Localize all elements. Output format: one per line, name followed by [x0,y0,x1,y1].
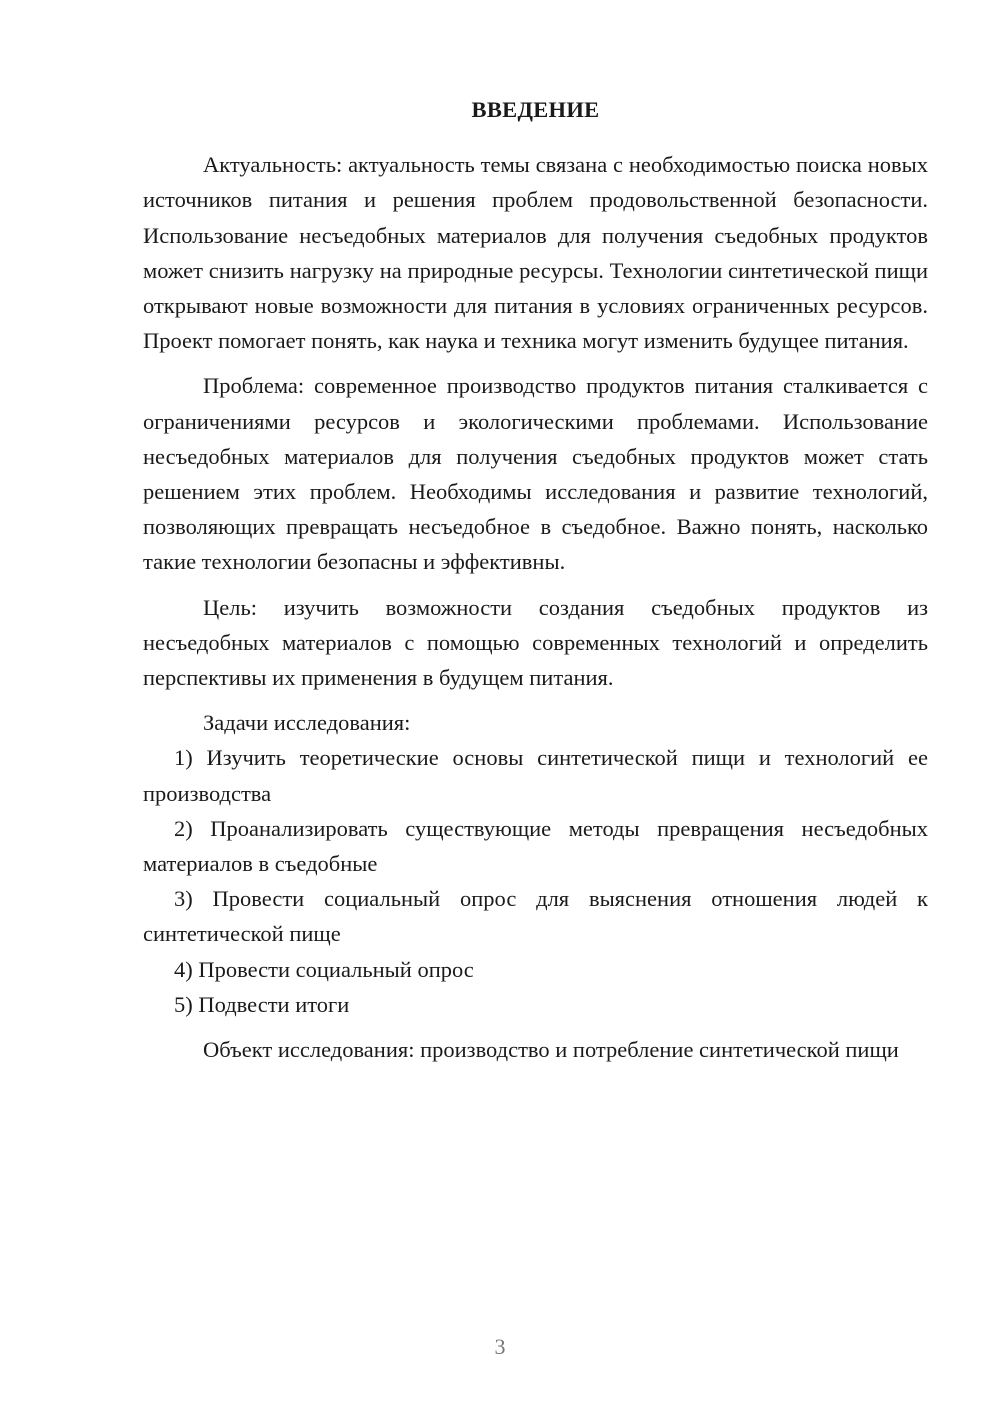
task-item-1: 1) Изучить теоретические основы синтетической пищи и технологий ее производства [143,745,928,806]
paragraph-goal: Цель: изучить возможности создания съедобных продуктов из несъедобных материалов с помощью современных технологий и определить перспективы их применения в будущем питания. [143,594,928,691]
task-item-3: 3) Провести социальный опрос для выяснения отношения людей к синтетической пище [143,886,928,947]
page-number: 3 [494,1334,506,1359]
task-item-5: 5) Подвести итоги [174,991,350,1017]
paragraph-problem: Проблема: современное производство продуктов питания сталкивается с ограничениями ресурсов и экологическими проблемами. Использование несъедобных материалов для получения съедобных продуктов может стать решением этих проблем. Необходимы исследования и развитие технологий, позволяющих превращать несъедобное в съедобное. Важно понять, насколько такие технологии безопасны и эффективны. [143,373,928,575]
document-page [143,92,928,1067]
section-heading: ВВЕДЕНИЕ [471,97,600,122]
task-item-4: 4) Провести социальный опрос [174,956,474,982]
tasks-title: Задачи исследования: [203,710,411,736]
task-list [143,740,928,1022]
paragraph-relevance: Актуальность: актуальность темы связана с необходимостью поиска новых источников питания и решения проблем продовольственной безопасности. Использование несъедобных материалов для получения съедобных продуктов может снизить нагрузку на природные ресурсы. Технологии синтетической пищи открывают новые возможности для питания в условиях ограниченных ресурсов. Проект помогает понять, как наука и техника могут изменить будущее питания. [143,152,928,354]
task-item-2: 2) Проанализировать существующие методы превращения несъедобных материалов в съедобные [143,815,928,877]
paragraph-object: Объект исследования: производство и потребление синтетической пищи [203,1037,899,1063]
